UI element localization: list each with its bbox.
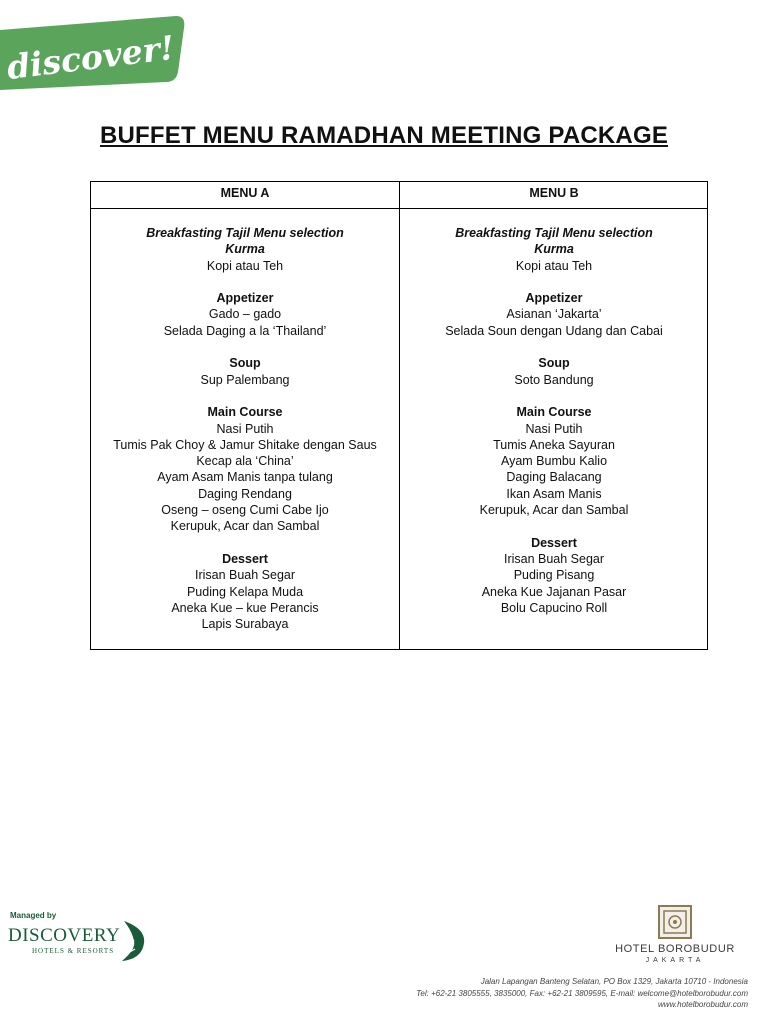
- menu-item: Ikan Asam Manis: [506, 486, 602, 501]
- page-title: BUFFET MENU RAMADHAN MEETING PACKAGE: [99, 122, 669, 149]
- section-gap: [400, 388, 708, 404]
- menu-item: Irisan Buah Segar: [194, 568, 296, 583]
- discovery-logo: [8, 911, 148, 967]
- menu-item: Kurma: [534, 242, 574, 257]
- section-gap: [400, 518, 708, 534]
- menu-item: Selada Soun dengan Udang dan Cabai: [445, 323, 663, 338]
- menu-item: Ayam Bumbu Kalio: [500, 454, 608, 469]
- footer-line-address: Jalan Lapangan Banteng Selatan, PO Box 1329, Jakarta 10710 - Indonesia: [480, 977, 748, 986]
- discovery-brand-name: DISCOVERY: [8, 925, 121, 946]
- menu-a-column: [91, 225, 399, 632]
- section-gap: [91, 339, 399, 355]
- hotel-city: JAKARTA: [645, 957, 705, 964]
- menu-item: Bolu Capucino Roll: [500, 600, 608, 615]
- menu-item: Soto Bandung: [514, 372, 594, 387]
- menu-item: Asianan ‘Jakarta’: [506, 307, 602, 322]
- footer-line-contact: Tel: +62-21 3805555, 3835000, Fax: +62-21 3809595, E-mail: welcome@hotelborobudur.com: [416, 988, 748, 998]
- footer-address: [416, 976, 748, 1011]
- menu-table: [90, 181, 708, 650]
- menu-section-heading: Soup: [229, 356, 261, 371]
- menu-section-heading: Main Course: [516, 405, 592, 420]
- menu-item: Sup Palembang: [200, 372, 290, 387]
- menu-b-column: [400, 225, 708, 616]
- menu-item: Daging Rendang: [198, 486, 292, 501]
- discover-logo: [0, 14, 186, 92]
- discovery-leaf-icon: [120, 919, 146, 963]
- menu-section-heading: Main Course: [207, 405, 283, 420]
- hotel-borobudur-logo: [600, 905, 750, 965]
- menu-section-heading: Dessert: [531, 535, 577, 550]
- menu-section-heading: Dessert: [222, 551, 268, 566]
- menu-item: Nasi Putih: [525, 421, 583, 436]
- discover-logo-art: [0, 14, 186, 92]
- menu-a-header: MENU A: [220, 186, 270, 200]
- menu-item: Aneka Kue – kue Perancis: [171, 600, 319, 615]
- hotel-emblem-icon: [658, 905, 692, 939]
- menu-item: Kecap ala ‘China’: [196, 454, 294, 469]
- menu-item: Puding Pisang: [513, 568, 595, 583]
- menu-section-heading: Appetizer: [525, 291, 583, 306]
- menu-b-header: MENU B: [529, 186, 579, 200]
- section-gap: [91, 274, 399, 290]
- menu-item: Irisan Buah Segar: [503, 551, 605, 566]
- menu-section-heading: Breakfasting Tajil Menu selection: [455, 226, 653, 240]
- discovery-brand-subtitle: HOTELS & RESORTS: [32, 947, 115, 955]
- menu-item: Nasi Putih: [216, 421, 274, 436]
- hotel-name: HOTEL BOROBUDUR: [615, 943, 735, 955]
- menu-item: Ayam Asam Manis tanpa tulang: [157, 470, 333, 485]
- section-gap: [400, 274, 708, 290]
- menu-item: Kurma: [225, 242, 265, 257]
- section-gap: [400, 339, 708, 355]
- section-gap: [91, 535, 399, 551]
- svg-text:discover!: discover!: [4, 27, 177, 88]
- menu-item: Daging Balacang: [506, 470, 602, 485]
- menu-section-heading: Breakfasting Tajil Menu selection: [146, 226, 344, 240]
- menu-item: Kopi atau Teh: [206, 258, 284, 273]
- menu-section-heading: Soup: [538, 356, 570, 371]
- menu-item: Lapis Surabaya: [201, 617, 289, 632]
- menu-item: Gado – gado: [208, 307, 282, 322]
- menu-section-heading: Appetizer: [216, 291, 274, 306]
- menu-item: Kerupuk, Acar dan Sambal: [479, 503, 629, 518]
- footer-line-website: www.hotelborobudur.com: [658, 1000, 748, 1009]
- menu-item: Puding Kelapa Muda: [186, 584, 304, 599]
- section-gap: [91, 388, 399, 404]
- managed-by-label: Managed by: [10, 911, 57, 920]
- menu-item: Aneka Kue Jajanan Pasar: [481, 584, 627, 599]
- menu-item: Selada Daging a la ‘Thailand’: [163, 323, 327, 338]
- menu-item: Tumis Aneka Sayuran: [493, 437, 615, 452]
- menu-item: Tumis Pak Choy & Jamur Shitake dengan Saus: [113, 437, 377, 452]
- menu-item: Kerupuk, Acar dan Sambal: [170, 519, 320, 534]
- menu-item: Kopi atau Teh: [515, 258, 593, 273]
- menu-item: Oseng – oseng Cumi Cabe Ijo: [161, 503, 329, 518]
